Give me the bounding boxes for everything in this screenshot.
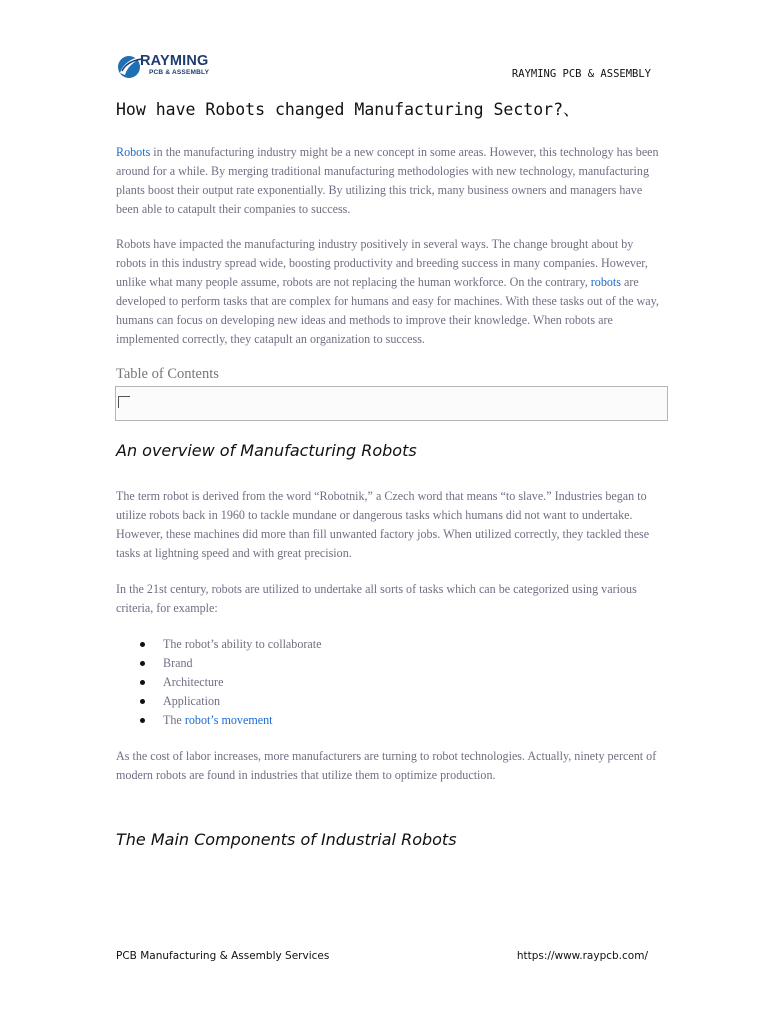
intro-paragraph-1: [116, 143, 661, 219]
bullet-icon: [140, 661, 145, 666]
footer-left-text: PCB Manufacturing & Assembly Services: [116, 950, 330, 962]
bullet-icon: [140, 699, 145, 704]
footer-url[interactable]: https://www.raypcb.com/: [516, 950, 648, 962]
criteria-list: [116, 635, 322, 730]
list-item-text: The robot’s ability to collaborate: [163, 637, 322, 651]
toc-box[interactable]: [115, 386, 668, 421]
intro-paragraph-1-text: in the manufacturing industry might be a new concept in some areas. However, this technology has been around for a while. By merging traditional manufacturing methodologies with new technology, manufacturing plants boost their output rate exponentially. By utilizing this trick, many business owners and managers have been able to catapult their companies to success.: [116, 145, 659, 216]
header-company-name: RAYMING PCB & ASSEMBLY: [511, 68, 651, 80]
bullet-icon: [140, 642, 145, 647]
list-item: [116, 654, 322, 673]
intro-paragraph-2-text-a: Robots have impacted the manufacturing industry positively in several ways. The change brought about by robots in this industry spread wide, boosting productivity and breeding success in many companies. However, unlike what many people assume, robots are not replacing the human workforce. On the contrary,: [116, 237, 648, 289]
list-item-text: The: [163, 713, 185, 727]
overview-paragraph-3: As the cost of labor increases, more manufacturers are turning to robot technologies. Actually, ninety percent of modern robots are found in industries that utilize them to optimize production.: [116, 749, 657, 782]
list-item: [116, 711, 322, 730]
list-item: [116, 673, 322, 692]
toc-label: Table of Contents: [116, 366, 219, 382]
list-item-text: Brand: [163, 656, 193, 670]
intro-paragraph-2-text-b: are developed to perform tasks that are complex for humans and easy for machines. With these tasks out of the way, humans can focus on developing new ideas and methods to improve their knowledge. When robots are implemented correctly, they catapult an organization to success.: [116, 275, 659, 346]
document-title: How have Robots changed Manufacturing Sector?、: [116, 100, 580, 119]
list-item: [116, 692, 322, 711]
bullet-icon: [140, 718, 145, 723]
list-item-text: Architecture: [163, 675, 224, 689]
overview-paragraph-2: In the 21st century, robots are utilized to undertake all sorts of tasks which can be categorized using various criteria, for example:: [116, 582, 637, 615]
logo-tagline: PCB & ASSEMBLY: [149, 69, 210, 76]
robot-movement-link[interactable]: robot’s movement: [184, 713, 273, 727]
components-heading: The Main Components of Industrial Robots: [116, 830, 457, 849]
rayming-logo: [116, 51, 226, 83]
overview-paragraph-1: The term robot is derived from the word “Robotnik,” a Czech word that means “to slave.” Industries began to utilize robots back in 1960 to tackle mundane or dangerous tasks which humans did not want to undertake. However, these machines did more than fill unwanted factory jobs. When utilized correctly, they tackled these tasks at lightning speed and with great precision.: [116, 489, 650, 560]
list-item: [116, 635, 322, 654]
list-item-text: Application: [163, 694, 221, 708]
robots-link-2[interactable]: robots: [590, 275, 621, 289]
overview-heading: An overview of Manufacturing Robots: [116, 441, 417, 460]
bullet-icon: [140, 680, 145, 685]
toc-toggle-icon[interactable]: [118, 396, 130, 408]
logo-name: RAYMING: [140, 53, 209, 69]
robots-link[interactable]: Robots: [116, 145, 151, 159]
intro-paragraph-2: [116, 235, 661, 349]
